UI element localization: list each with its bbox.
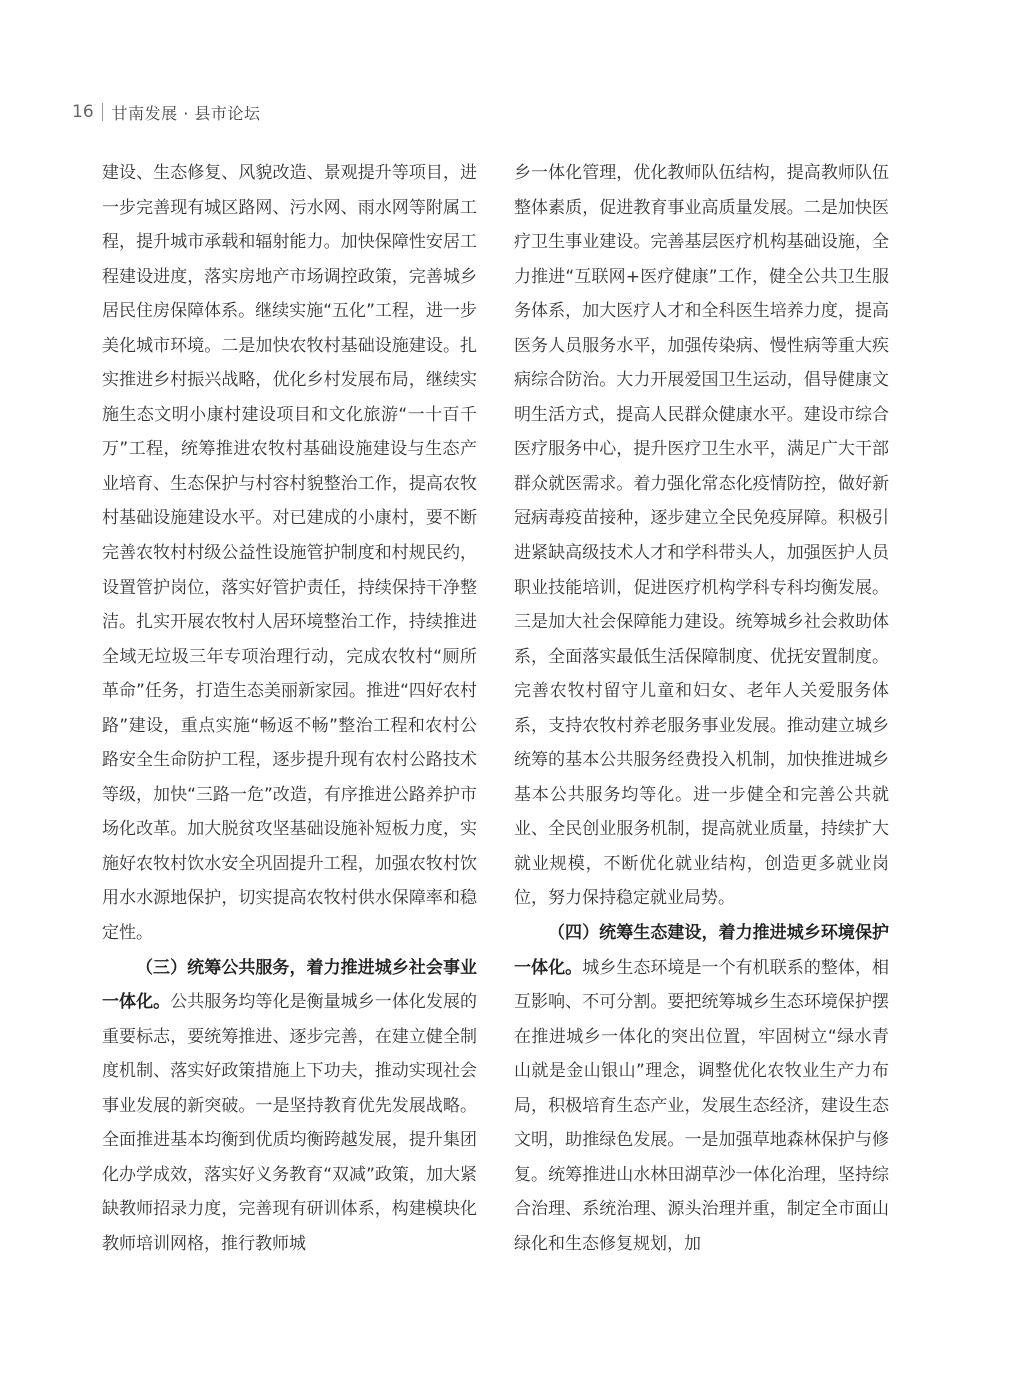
section-body: 公共服务均等化是衡量城乡一体化发展的重要标志，要统筹推进、逐步完善，在建立健全制度机制、落实好政策措施上下功夫，推动实现社会事业发展的新突破。一是坚持教育优先发展战略。全面推进基本均衡到优质均衡跨越发展，提升集团化办学成效，落实好义务教育“双减”政策，加大紧缺教师招录力度，完善现有研训体系，构建模块化教师培训网格，推行教师城: [102, 992, 478, 1254]
publication-title: 甘南发展 · 县市论坛: [111, 103, 261, 123]
running-header: [72, 100, 260, 124]
section-paragraph: [102, 951, 477, 1262]
header-divider: [102, 103, 103, 121]
body-paragraph: 乡一体化管理，优化教师队伍结构，提高教师队伍整体素质，促进教育事业高质量发展。二是加快医疗卫生事业建设。完善基层医疗机构基础设施，全力推进“互联网+医疗健康”工作，健全公共卫生服务体系，加大医疗人才和全科医生培养力度，提高医务人员服务水平，加强传染病、慢性病等重大疾病综合防治。大力开展爱国卫生运动，倡导健康文明生活方式，提高人民群众健康水平。建设市综合医疗服务中心，提升医疗卫生水平，满足广大干部群众就医需求。着力强化常态化疫情防控，做好新冠病毒疫苗接种，逐步建立全民免疫屏障。积极引进紧缺高级技术人才和学科带头人，加强医护人员职业技能培训，促进医疗机构学科专科均衡发展。三是加大社会保障能力建设。统筹城乡社会救助体系，全面落实最低生活保障制度、优抚安置制度。完善农牧村留守儿童和妇女、老年人关爱服务体系，支持农牧村养老服务事业发展。推动建立城乡统筹的基本公共服务经费投入机制，加快推进城乡基本公共服务均等化。进一步健全和完善公共就业、全民创业服务机制，提高就业质量，持续扩大就业规模，不断优化就业结构，创造更多就业岗位，努力保持稳定就业局势。: [514, 163, 889, 909]
section-heading: （三）统筹公共服务，着力推进城乡社会事业一体化。: [102, 957, 477, 1013]
page-number: 16: [72, 102, 94, 122]
section-body: 城乡生态环境是一个有机联系的整体，相互影响、不可分割。要把统筹城乡生态环境保护摆在推进城乡一体化的突出位置，牢固树立“绿水青山就是金山银山”理念，调整优化农牧业生产力布局，积极培育生态产业，发展生态经济，建设生态文明，助推绿色发展。一是加强草地森林保护与修复。统筹推进山水林田湖草沙一体化治理，坚持综合治理、系统治理、源头治理并重，制定全市面山绿化和生态修复规划，加: [514, 957, 890, 1254]
right-column: [514, 156, 889, 1262]
left-column: [102, 156, 477, 1262]
section-paragraph: [514, 916, 889, 1261]
section-heading: （四）统筹生态建设，着力推进城乡环境保护一体化。: [514, 923, 889, 978]
body-paragraph: 建设、生态修复、风貌改造、景观提升等项目，进一步完善现有城区路网、污水网、雨水网等附属工程，提升城市承载和辐射能力。加快保障性安居工程建设进度，落实房地产市场调控政策，完善城乡居民住房保障体系。继续实施“五化”工程，进一步美化城市环境。二是加快农牧村基础设施建设。扎实推进乡村振兴战略，优化乡村发展布局，继续实施生态文明小康村建设项目和文化旅游“一十百千万”工程，统筹推进农牧村基础设施建设与生态产业培育、生态保护与村容村貌整治工作，提高农牧村基础设施建设水平。对已建成的小康村，要不断完善农牧村村级公益性设施管护制度和村规民约，设置管护岗位，落实好管护责任，持续保持干净整洁。扎实开展农牧村人居环境整治工作，持续推进全域无垃圾三年专项治理行动，完成农牧村“厕所革命”任务，打造生态美丽新家园。推进“四好农村路”建设，重点实施“畅返不畅”整治工程和农村公路安全生命防护工程，逐步提升现有农村公路技术等级，加快“三路一危”改造，有序推进公路养护市场化改革。加大脱贫攻坚基础设施补短板力度，实施好农牧村饮水安全巩固提升工程，加强农牧村饮用水水源地保护，切实提高农牧村供水保障率和稳定性。: [102, 163, 477, 944]
